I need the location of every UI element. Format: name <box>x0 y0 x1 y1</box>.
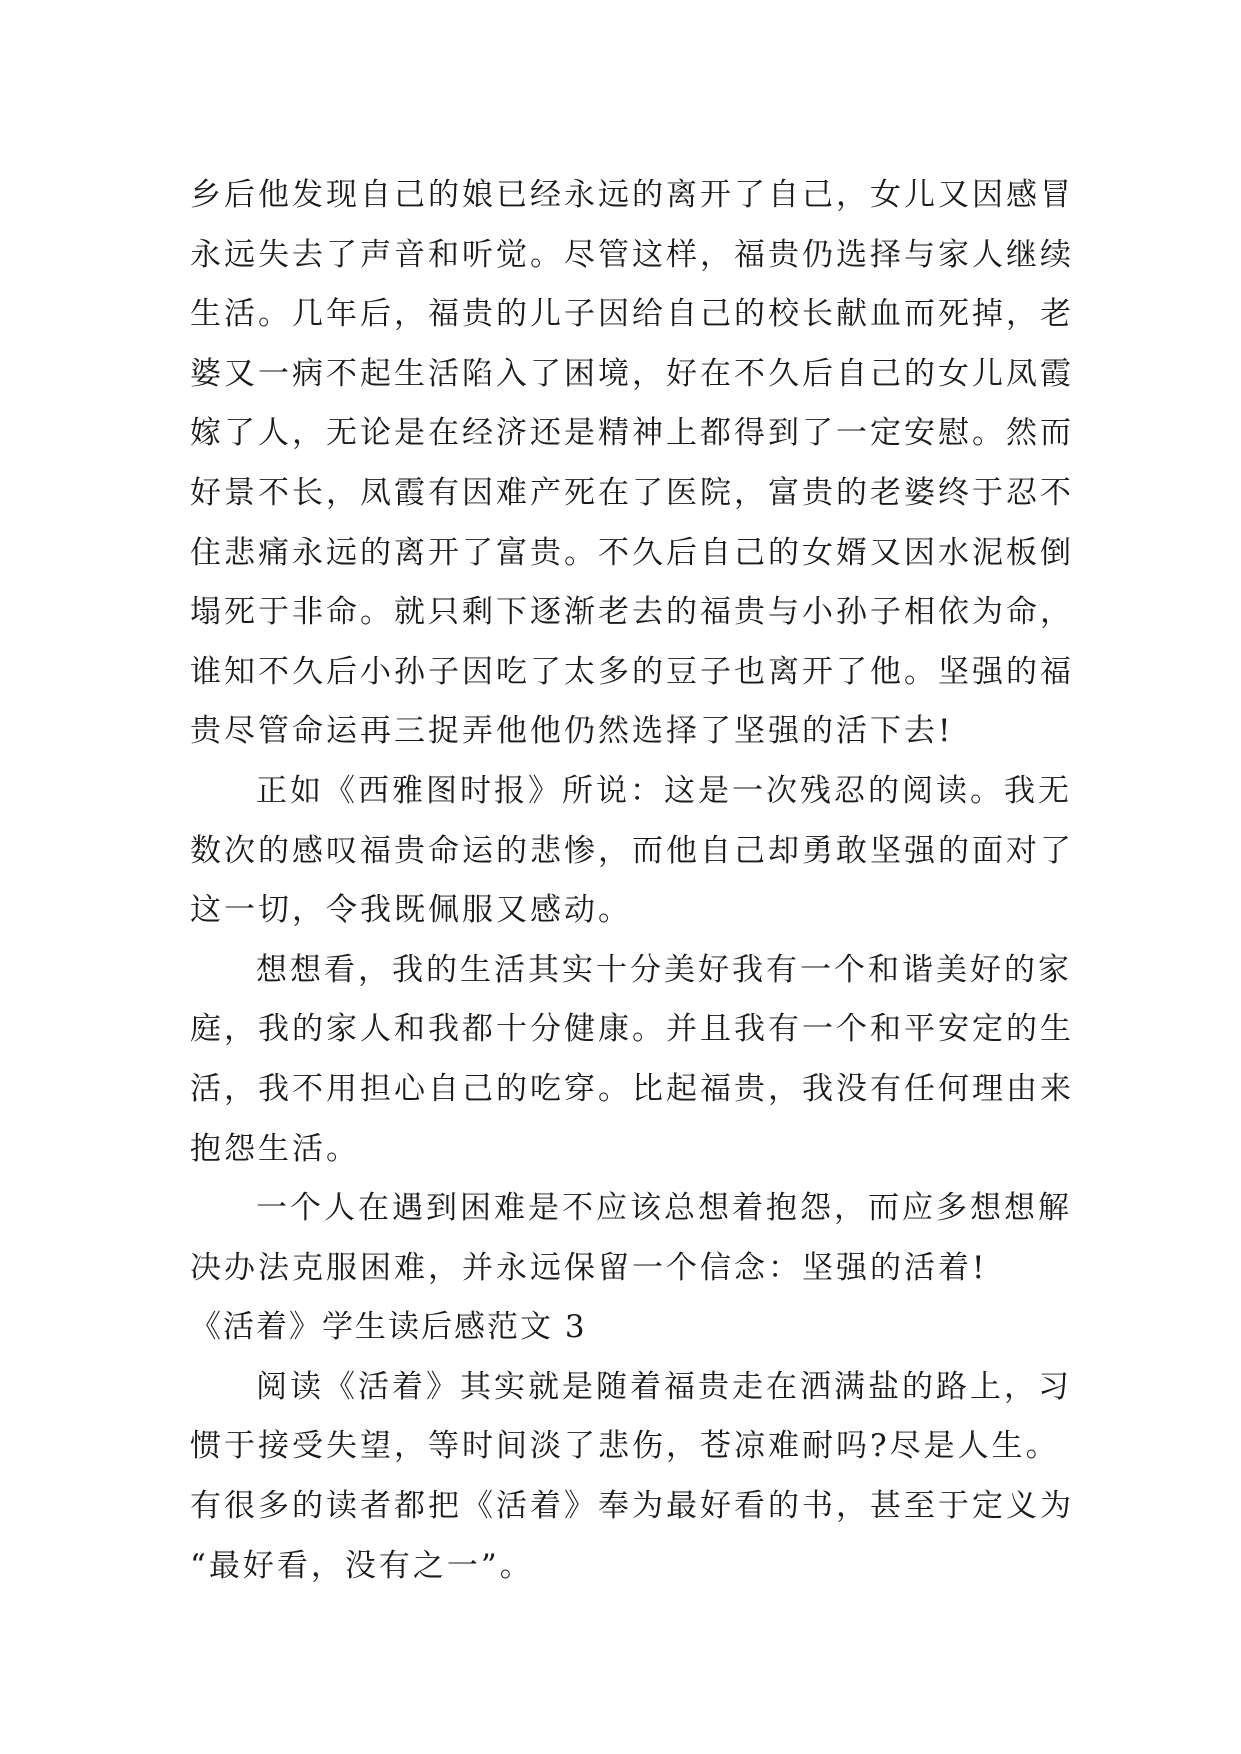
paragraph-line: 抱怨生活。 <box>190 1130 360 1167</box>
paragraph-line: 住悲痛永远的离开了富贵。不久后自己的女婿又因水泥板倒 <box>190 534 1074 571</box>
paragraph-1 <box>190 166 1074 762</box>
paragraph-5 <box>190 1358 1074 1596</box>
paragraph-line: 谁知不久后小孙子因吃了太多的豆子也离开了他。坚强的福 <box>190 653 1074 690</box>
paragraph-line: 塌死于非命。就只剩下逐渐老去的福贵与小孙子相依为命， <box>190 594 1074 631</box>
paragraph-4 <box>190 1179 1072 1298</box>
paragraph-line: 好景不长，凤霞有因难产死在了医院，富贵的老婆终于忍不 <box>190 474 1074 511</box>
paragraph-line: 正如《西雅图时报》所说：这是一次残忍的阅读。我无 <box>256 772 1072 809</box>
paragraph-line: 一个人在遇到困难是不应该总想着抱怨，而应多想想解 <box>256 1190 1072 1227</box>
paragraph-line: 活，我不用担心自己的吃穿。比起福贵，我没有任何理由来 <box>190 1070 1074 1107</box>
paragraph-line: 这一切，令我既佩服又感动。 <box>190 892 632 929</box>
paragraph-line: 阅读《活着》其实就是随着福贵走在洒满盐的路上，习 <box>256 1368 1072 1405</box>
paragraph-line: 想想看，我的生活其实十分美好我有一个和谐美好的家 <box>256 951 1072 988</box>
paragraph-line: 永远失去了声音和听觉。尽管这样，福贵仍选择与家人继续 <box>190 236 1074 273</box>
paragraph-line: 决办法克服困难，并永远保留一个信念：坚强的活着! <box>190 1249 988 1286</box>
paragraph-line: 乡后他发现自己的娘已经永远的离开了自己，女儿又因感冒 <box>190 177 1074 213</box>
paragraph-line: 数次的感叹福贵命运的悲惨，而他自己却勇敢坚强的面对了 <box>190 832 1074 869</box>
paragraph-line: 生活。几年后，福贵的儿子因给自己的校长献血而死掉，老 <box>190 296 1074 333</box>
paragraph-line: “最好看，没有之一”。 <box>190 1547 534 1584</box>
paragraph-line: 有很多的读者都把《活着》奉为最好看的书，甚至于定义为 <box>190 1488 1074 1525</box>
document-body <box>190 166 1074 1596</box>
paragraph-line: 惯于接受失望，等时间淡了悲伤，苍凉难耐吗?尽是人生。 <box>190 1428 1060 1465</box>
paragraph-3 <box>190 941 1074 1179</box>
paragraph-2 <box>190 762 1074 941</box>
paragraph-line: 贵尽管命运再三捉弄他他仍然选择了坚强的活下去! <box>190 713 954 750</box>
section-heading: 《活着》学生读后感范文 3 <box>190 1309 587 1346</box>
paragraph-line: 嫁了人，无论是在经济还是精神上都得到了一定安慰。然而 <box>190 415 1074 452</box>
paragraph-line: 婆又一病不起生活陷入了困境，好在不久后自己的女儿凤霞 <box>190 355 1074 392</box>
paragraph-line: 庭，我的家人和我都十分健康。并且我有一个和平安定的生 <box>190 1011 1074 1048</box>
